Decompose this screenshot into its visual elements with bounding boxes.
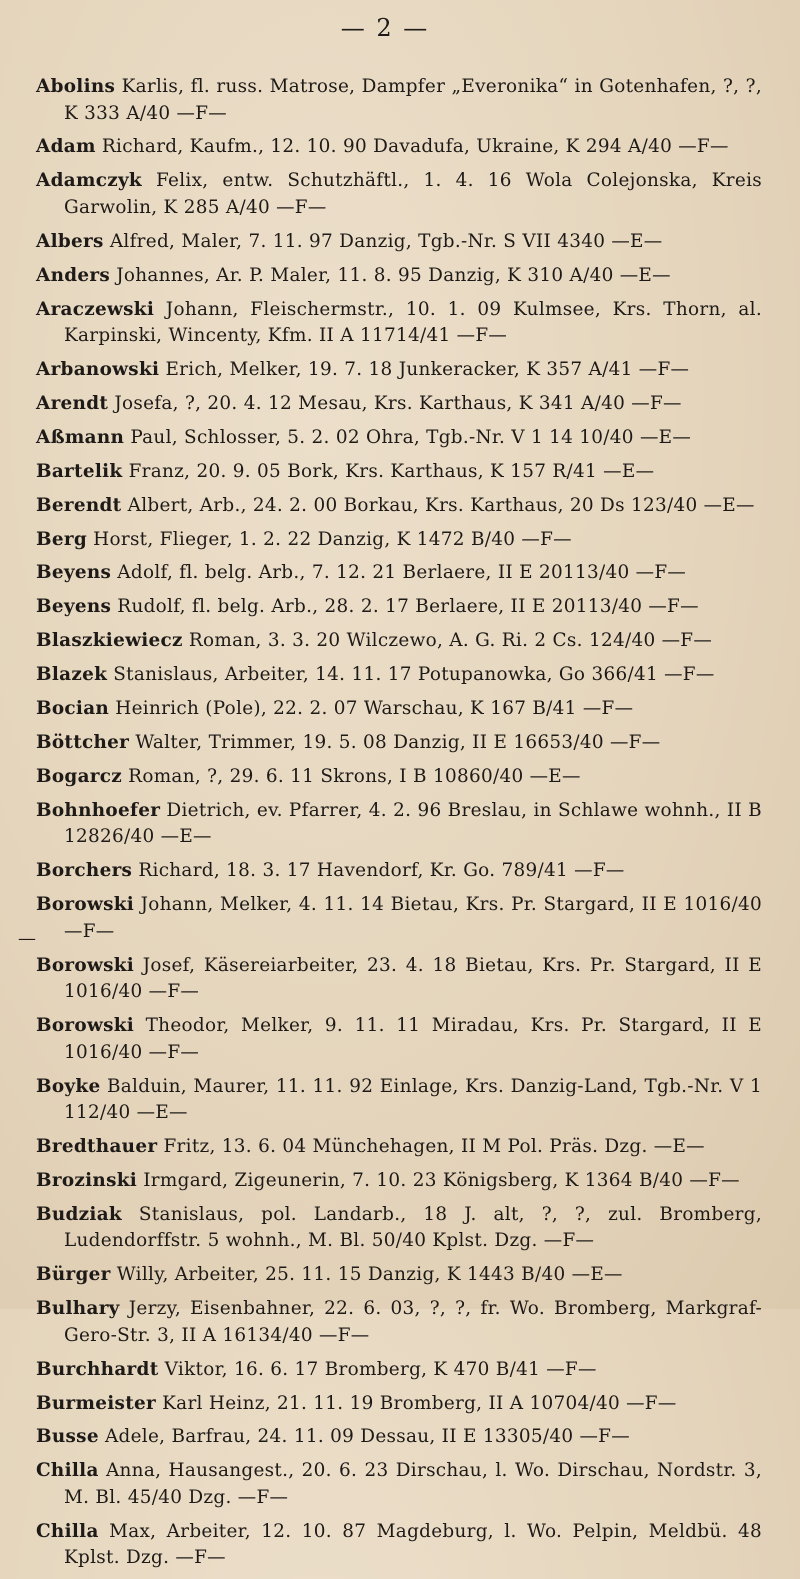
entry-details: Josef, Käsereiarbeiter, 23. 4. 18 Bietau, Krs. Pr. Stargard, II E 1016/40 —F—	[64, 954, 762, 1003]
register-entry	[36, 493, 762, 520]
register-entry	[36, 459, 762, 486]
entry-details: Jerzy, Eisenbahner, 22. 6. 03, ?, ?, fr. Wo. Bromberg, Markgraf-Gero-Str. 3, II A 16134/40 —F—	[64, 1298, 762, 1346]
margin-mark: —	[18, 928, 36, 949]
register-entry	[36, 628, 762, 655]
entry-details: Roman, 3. 3. 20 Wilczewo, A. G. Ri. 2 Cs. 124/40 —F—	[182, 630, 713, 652]
register-entry	[36, 1074, 762, 1127]
register-entry	[36, 527, 762, 554]
entry-details: Richard, 18. 3. 17 Havendorf, Kr. Go. 789/41 —F—	[132, 860, 625, 882]
register-entry	[36, 696, 762, 723]
register-entry	[36, 391, 762, 418]
register-entry	[36, 594, 762, 621]
entry-details: Anna, Hausangest., 20. 6. 23 Dirschau, l. Wo. Dirschau, Nordstr. 3, M. Bl. 45/40 Dzg. —F—	[64, 1460, 762, 1508]
entry-surname: Chilla	[36, 1520, 99, 1542]
entry-surname: Borowski	[36, 954, 135, 976]
register-entry	[36, 425, 762, 452]
entry-details: Paul, Schlosser, 5. 2. 02 Ohra, Tgb.-Nr. V 1 14 10/40 —E—	[124, 426, 692, 448]
entry-details: Johannes, Ar. P. Maler, 11. 8. 95 Danzig, K 310 A/40 —E—	[110, 264, 671, 286]
entry-details: Viktor, 16. 6. 17 Bromberg, K 470 B/41 —F—	[158, 1358, 597, 1380]
register-entry	[36, 357, 762, 384]
entry-details: Horst, Flieger, 1. 2. 22 Danzig, K 1472 B/40 —F—	[87, 528, 572, 550]
register-entries	[36, 74, 762, 1579]
register-entry	[36, 1357, 762, 1384]
register-entry	[36, 1262, 762, 1289]
register-entry	[36, 297, 762, 350]
entry-details: Fritz, 13. 6. 04 Münchehagen, II M Pol. Präs. Dzg. —E—	[157, 1136, 705, 1158]
register-entry	[36, 730, 762, 757]
entry-surname: Budziak	[36, 1203, 122, 1225]
register-entry	[36, 1202, 762, 1255]
entry-details: Karl Heinz, 21. 11. 19 Bromberg, II A 10704/40 —F—	[156, 1392, 677, 1414]
entry-details: Theodor, Melker, 9. 11. 11 Miradau, Krs. Pr. Stargard, II E 1016/40 —F—	[64, 1015, 762, 1063]
register-entry	[36, 858, 762, 885]
page-number: — 2 —	[340, 14, 430, 42]
entry-surname: Bredthauer	[36, 1136, 158, 1158]
entry-surname: Arbanowski	[36, 359, 160, 381]
entry-surname: Borchers	[36, 860, 133, 882]
entry-details: Erich, Melker, 19. 7. 18 Junkeracker, K 357 A/41 —F—	[159, 359, 690, 381]
entry-details: Johann, Melker, 4. 11. 14 Bietau, Krs. Pr. Stargard, II E 1016/40 —F—	[64, 894, 762, 942]
entry-details: Richard, Kaufm., 12. 10. 90 Davadufa, Ukraine, K 294 A/40 —F—	[95, 136, 729, 158]
register-entry	[36, 263, 762, 290]
entry-details: Alfred, Maler, 7. 11. 97 Danzig, Tgb.-Nr. S VII 4340 —E—	[103, 230, 663, 252]
register-entry	[36, 134, 762, 161]
register-entry	[36, 1168, 762, 1195]
entry-details: Josefa, ?, 20. 4. 12 Mesau, Krs. Karthaus, K 341 A/40 —F—	[108, 393, 682, 415]
entry-surname: Bürger	[36, 1264, 111, 1286]
entry-details: Johann, Fleischermstr., 10. 1. 09 Kulmsee, Krs. Thorn, al. Karpinski, Wincenty, Kfm. II A 11714/41 —F—	[64, 298, 762, 347]
register-entry	[36, 798, 762, 851]
entry-surname: Bocian	[36, 698, 110, 720]
entry-details: Dietrich, ev. Pfarrer, 4. 2. 96 Breslau, in Schlawe wohnh., II B 12826/40 —E—	[64, 799, 762, 848]
entry-details: Stanislaus, pol. Landarb., 18 J. alt, ?, ?, zul. Bromberg, Ludendorffstr. 5 wohnh., M. Bl. 50/40 Kplst. Dzg. —F—	[64, 1203, 762, 1252]
entry-surname: Bulhary	[36, 1298, 120, 1320]
entry-details: Stanislaus, Arbeiter, 14. 11. 17 Potupanowka, Go 366/41 —F—	[107, 664, 715, 686]
entry-surname: Adam	[36, 136, 96, 158]
entry-surname: Adamczyk	[36, 170, 142, 192]
entry-surname: Blazek	[36, 664, 108, 686]
register-entry	[36, 892, 762, 945]
entry-surname: Arendt	[36, 393, 109, 415]
entry-surname: Burchhardt	[36, 1358, 159, 1380]
entry-surname: Beyens	[36, 562, 112, 584]
entry-surname: Böttcher	[36, 731, 130, 753]
entry-details: Heinrich (Pole), 22. 2. 07 Warschau, K 167 B/41 —F—	[109, 698, 634, 720]
entry-surname: Albers	[36, 230, 104, 252]
register-entry	[36, 168, 762, 221]
register-entry	[36, 1458, 762, 1511]
entry-surname: Bartelik	[36, 460, 123, 482]
entry-surname: Anders	[36, 264, 111, 286]
entry-details: Max, Arbeiter, 12. 10. 87 Magdeburg, l. Wo. Pelpin, Meldbü. 48 Kplst. Dzg. —F—	[64, 1520, 762, 1569]
entry-details: Adolf, fl. belg. Arb., 7. 12. 21 Berlaere, II E 20113/40 —F—	[111, 562, 687, 584]
entry-details: Walter, Trimmer, 19. 5. 08 Danzig, II E 16653/40 —F—	[129, 731, 661, 753]
entry-surname: Brozinski	[36, 1169, 138, 1191]
register-entry	[36, 229, 762, 256]
entry-surname: Borowski	[36, 894, 135, 916]
entry-details: Roman, ?, 29. 6. 11 Skrons, I B 10860/40 —E—	[122, 765, 581, 787]
entry-surname: Berendt	[36, 494, 122, 516]
entry-surname: Araczewski	[36, 298, 155, 320]
entry-surname: Aßmann	[36, 426, 125, 448]
register-entry	[36, 1013, 762, 1066]
entry-surname: Boyke	[36, 1075, 101, 1097]
entry-surname: Borowski	[36, 1015, 135, 1037]
entry-surname: Bohnhoefer	[36, 799, 161, 821]
entry-details: Felix, entw. Schutzhäftl., 1. 4. 16 Wola Colejonska, Kreis Garwolin, K 285 A/40 —F—	[64, 170, 762, 218]
entry-surname: Blaszkiewiecz	[36, 630, 183, 652]
entry-details: Rudolf, fl. belg. Arb., 28. 2. 17 Berlaere, II E 20113/40 —F—	[111, 596, 699, 618]
entry-surname: Busse	[36, 1426, 99, 1448]
entry-surname: Chilla	[36, 1460, 99, 1482]
register-entry	[36, 1424, 762, 1451]
register-entry	[36, 953, 762, 1006]
register-entry	[36, 764, 762, 791]
entry-surname: Beyens	[36, 596, 112, 618]
register-entry	[36, 1296, 762, 1349]
register-entry	[36, 74, 762, 127]
register-entry	[36, 662, 762, 689]
entry-details: Balduin, Maurer, 11. 11. 92 Einlage, Krs. Danzig-Land, Tgb.-Nr. V 1 112/40 —E—	[64, 1075, 762, 1124]
register-entry	[36, 1134, 762, 1161]
entry-surname: Berg	[36, 528, 87, 550]
entry-details: Karlis, fl. russ. Matrose, Dampfer „Everonika“ in Gotenhafen, ?, ?, K 333 A/40 —F—	[64, 76, 762, 124]
entry-surname: Burmeister	[36, 1392, 156, 1414]
entry-details: Willy, Arbeiter, 25. 11. 15 Danzig, K 1443 B/40 —E—	[110, 1264, 623, 1286]
entry-surname: Bogarcz	[36, 765, 123, 787]
register-entry	[36, 1391, 762, 1418]
entry-surname: Abolins	[36, 76, 116, 97]
entry-details: Adele, Barfrau, 24. 11. 09 Dessau, II E 13305/40 —F—	[98, 1426, 630, 1448]
register-entry	[36, 1519, 762, 1572]
entry-details: Franz, 20. 9. 05 Bork, Krs. Karthaus, K 157 R/41 —E—	[122, 460, 655, 482]
entry-details: Albert, Arb., 24. 2. 00 Borkau, Krs. Karthaus, 20 Ds 123/40 —E—	[121, 494, 755, 516]
register-entry	[36, 560, 762, 587]
entry-details: Irmgard, Zigeunerin, 7. 10. 23 Königsberg, K 1364 B/40 —F—	[137, 1169, 740, 1191]
